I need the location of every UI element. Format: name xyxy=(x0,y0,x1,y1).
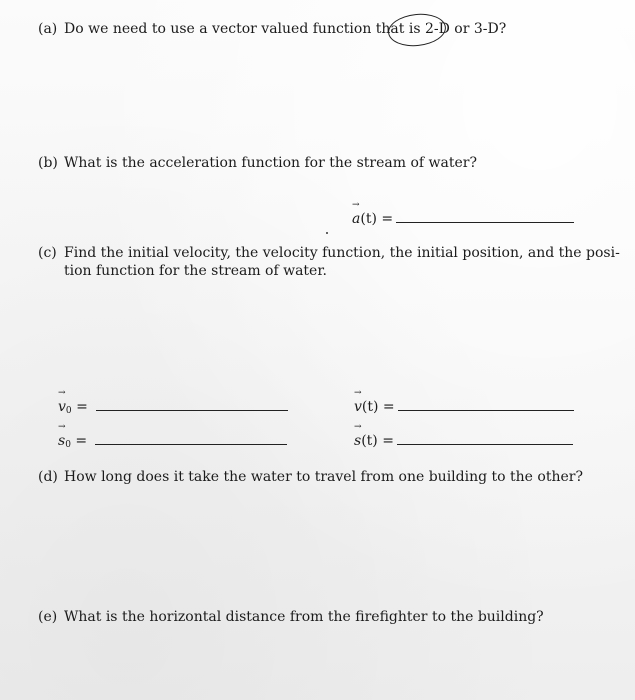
question-a-text: Do we need to use a vector valued function that is 2-D or 3-D? xyxy=(64,21,507,37)
velocity-function-answer-blank[interactable] xyxy=(398,398,574,411)
question-b-text: What is the acceleration function for the stream of water? xyxy=(64,155,477,171)
question-e-text: What is the horizontal distance from the firefighter to the building? xyxy=(64,609,544,625)
initial-velocity-symbol: → v xyxy=(58,398,66,416)
acceleration-answer-row xyxy=(352,210,574,228)
initial-velocity-answer-row xyxy=(58,398,288,420)
question-e-label: (e) xyxy=(38,609,58,625)
question-a-label: (a) xyxy=(38,21,58,37)
velocity-function-equals: = xyxy=(378,399,395,415)
initial-position-answer-row xyxy=(58,432,287,454)
stray-pencil-dot xyxy=(326,232,328,234)
question-c-label: (c) xyxy=(38,245,57,261)
acceleration-equals: = xyxy=(376,211,394,227)
velocity-function-arg: (t) xyxy=(361,399,379,415)
initial-position-symbol: → s xyxy=(58,432,65,450)
question-d xyxy=(38,468,583,486)
question-c-text-line2: tion function for the stream of water. xyxy=(64,263,327,279)
question-d-text: How long does it take the water to travel from one building to the other? xyxy=(64,469,583,485)
question-e xyxy=(38,608,544,626)
question-b xyxy=(38,154,477,172)
initial-velocity-subscript: 0 xyxy=(65,406,72,416)
initial-position-answer-blank[interactable] xyxy=(95,432,287,445)
initial-velocity-equals: = xyxy=(71,399,88,415)
position-function-equals: = xyxy=(377,433,394,449)
handwritten-circle-annotation xyxy=(386,11,447,49)
acceleration-symbol: → a xyxy=(352,210,360,228)
question-b-label: (b) xyxy=(38,155,58,171)
position-function-symbol: → s xyxy=(354,432,361,450)
position-function-arg: (t) xyxy=(361,433,378,449)
question-c xyxy=(38,244,620,280)
velocity-function-answer-row xyxy=(354,398,574,416)
initial-position-equals: = xyxy=(70,433,88,449)
acceleration-arg: (t) xyxy=(360,211,377,227)
question-c-text-line1: Find the initial velocity, the velocity function, the initial position, and the posi- xyxy=(64,245,620,261)
position-function-answer-blank[interactable] xyxy=(397,432,573,445)
acceleration-answer-blank[interactable] xyxy=(396,210,574,223)
question-d-label: (d) xyxy=(38,469,58,485)
initial-velocity-answer-blank[interactable] xyxy=(96,398,288,411)
velocity-function-symbol: → v xyxy=(354,398,362,416)
position-function-answer-row xyxy=(354,432,573,450)
initial-position-subscript: 0 xyxy=(65,440,71,450)
